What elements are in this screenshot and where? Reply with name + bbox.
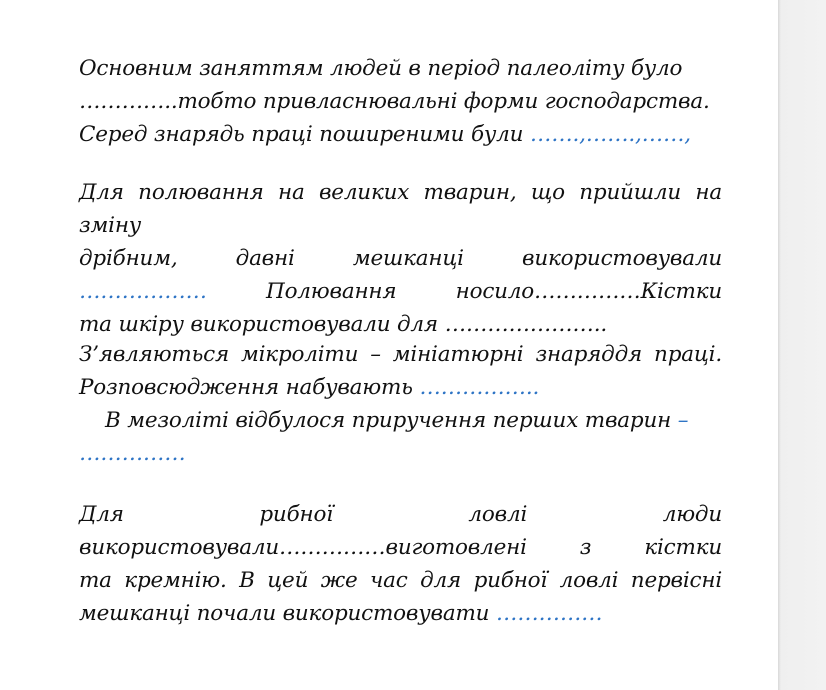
text-span: В мезоліті відбулося приручення перших тварин	[105, 408, 678, 433]
fill-blank[interactable]: …….,…….,……,	[529, 122, 691, 147]
text-line: та кремнію. В цей же час для рибної ловлі первісні	[79, 568, 722, 593]
text-span: мешканці почали використовувати	[79, 601, 496, 626]
fill-blank[interactable]: …………………..	[444, 312, 607, 337]
text-span: тобто привласнювальні форми господарства.	[177, 89, 710, 114]
text-line: Основним заняттям людей в період палеоліту було	[79, 56, 683, 81]
text-line	[79, 371, 722, 404]
text-line	[79, 437, 722, 470]
fill-blank[interactable]: ……………..	[419, 375, 540, 400]
fill-blank[interactable]: ……………	[79, 441, 186, 466]
text-span: Серед знарядь праці поширеними були	[79, 122, 530, 147]
text-line	[79, 118, 722, 151]
text-line: Для полювання на великих тварин, що прийшли на зміну	[79, 180, 722, 238]
paragraph-fishing	[79, 498, 722, 630]
window-side-margin	[778, 0, 826, 690]
fill-blank[interactable]: …………..	[79, 89, 178, 114]
paragraph-paleolithic	[79, 52, 722, 151]
fill-blank[interactable]: ……………	[495, 601, 603, 626]
fill-blank[interactable]: ………………	[79, 279, 207, 304]
text-span: Кістки	[640, 279, 722, 304]
text-span: використовували	[79, 535, 279, 560]
paragraph-hunting	[79, 176, 722, 341]
text-line	[79, 275, 722, 308]
text-line	[79, 85, 722, 118]
fill-blank[interactable]: ……………	[278, 535, 386, 560]
text-span: Розповсюдження набувають	[79, 375, 420, 400]
dash: –	[677, 408, 689, 433]
paragraph-microliths	[79, 338, 722, 470]
text-line	[79, 597, 722, 630]
text-span: Полювання носило	[266, 279, 535, 304]
text-line: З’являються мікроліти – мініатюрні знаряддя праці.	[79, 342, 722, 367]
text-span: та шкіру використовували для	[79, 312, 445, 337]
text-line: дрібним, давні мешканці використовували	[79, 246, 722, 271]
text-line: Для рибної ловлі люди	[79, 502, 722, 527]
text-span: виготовлені з кістки	[385, 535, 722, 560]
text-line	[79, 308, 722, 341]
text-line	[79, 531, 722, 564]
text-line	[79, 404, 722, 437]
fill-blank[interactable]: ……………	[534, 279, 641, 304]
